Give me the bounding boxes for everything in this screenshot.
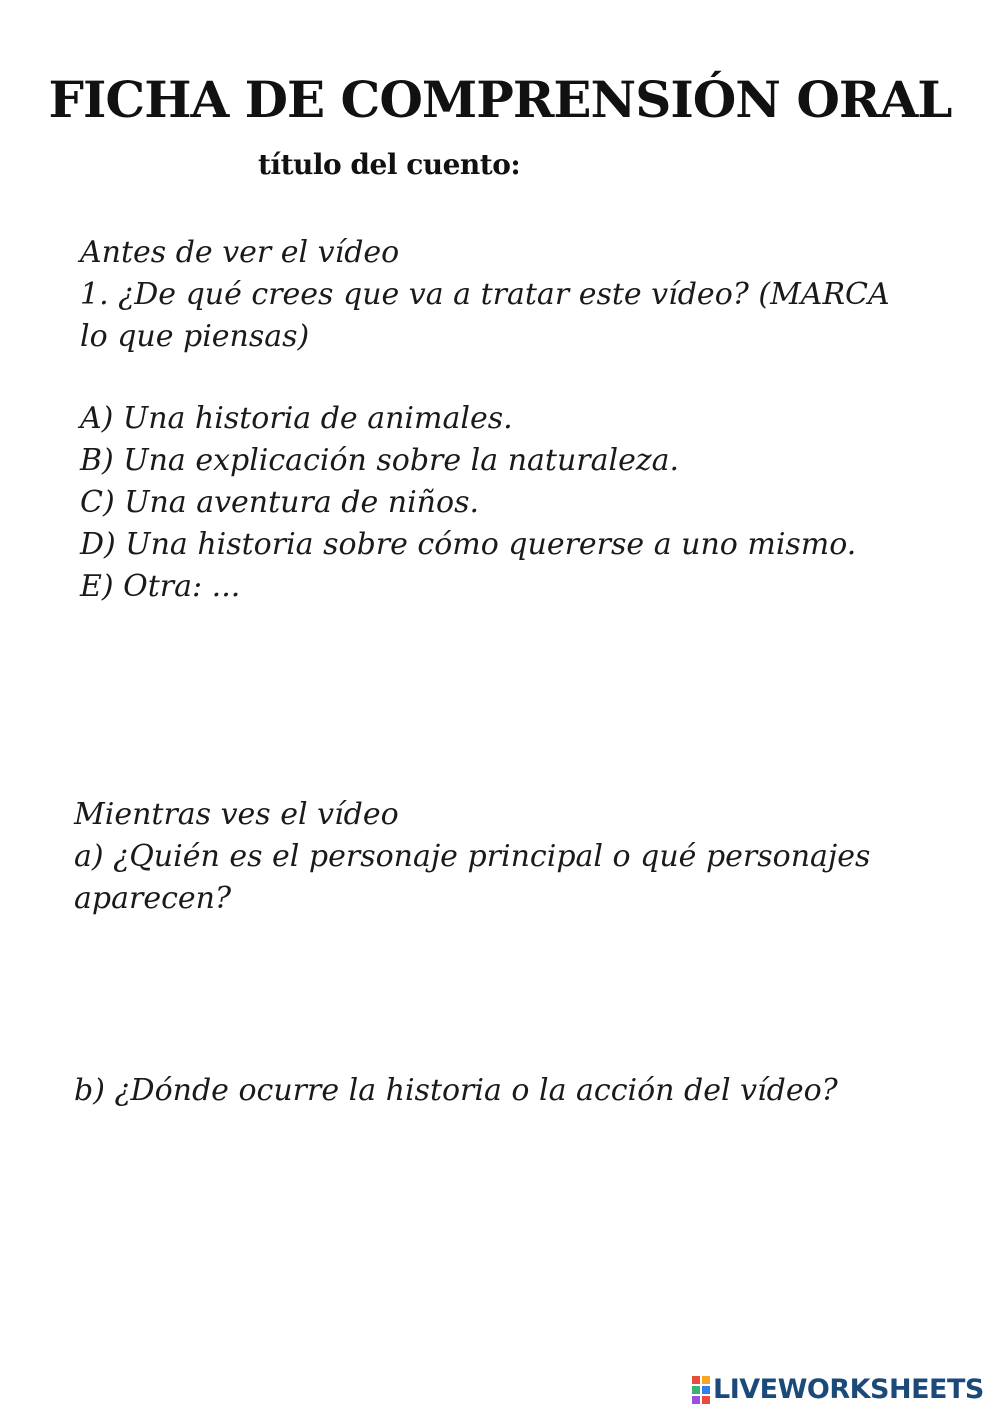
story-title-label: título del cuento: [258, 148, 521, 181]
section-heading-before: Antes de ver el vídeo [80, 235, 400, 270]
logo-square [702, 1376, 710, 1384]
question-1-line-1: 1. ¿De qué crees que va a tratar este vídeo? (MARCA [80, 277, 890, 312]
logo-square [702, 1396, 710, 1404]
option-c[interactable]: C) Una aventura de niños. [80, 485, 479, 520]
section-during-video [74, 794, 974, 920]
liveworksheets-logo-text: LIVEWORKSHEETS [713, 1374, 984, 1405]
option-d[interactable]: D) Una historia sobre cómo quererse a uno mismo. [80, 527, 857, 562]
logo-square [692, 1376, 700, 1384]
logo-square [692, 1386, 700, 1394]
option-b[interactable]: B) Una explicación sobre la naturaleza. [80, 443, 680, 478]
question-a-line-2: aparecen? [74, 881, 232, 916]
answer-options-list [80, 398, 960, 608]
option-a[interactable]: A) Una historia de animales. [80, 401, 513, 436]
option-e[interactable]: E) Otra: ... [80, 569, 241, 604]
question-b [74, 1070, 974, 1112]
logo-square [702, 1386, 710, 1394]
liveworksheets-logo [692, 1373, 984, 1407]
question-b-text: b) ¿Dónde ocurre la historia o la acción del vídeo? [74, 1073, 838, 1108]
question-1-line-2: lo que piensas) [80, 319, 310, 354]
logo-square [692, 1396, 700, 1404]
liveworksheets-logo-icon [692, 1376, 710, 1404]
question-a-line-1: a) ¿Quién es el personaje principal o qué personajes [74, 839, 871, 874]
worksheet-title: FICHA DE COMPRENSIÓN ORAL [48, 70, 952, 129]
section-heading-during: Mientras ves el vídeo [74, 797, 399, 832]
section-before-video [80, 232, 960, 358]
